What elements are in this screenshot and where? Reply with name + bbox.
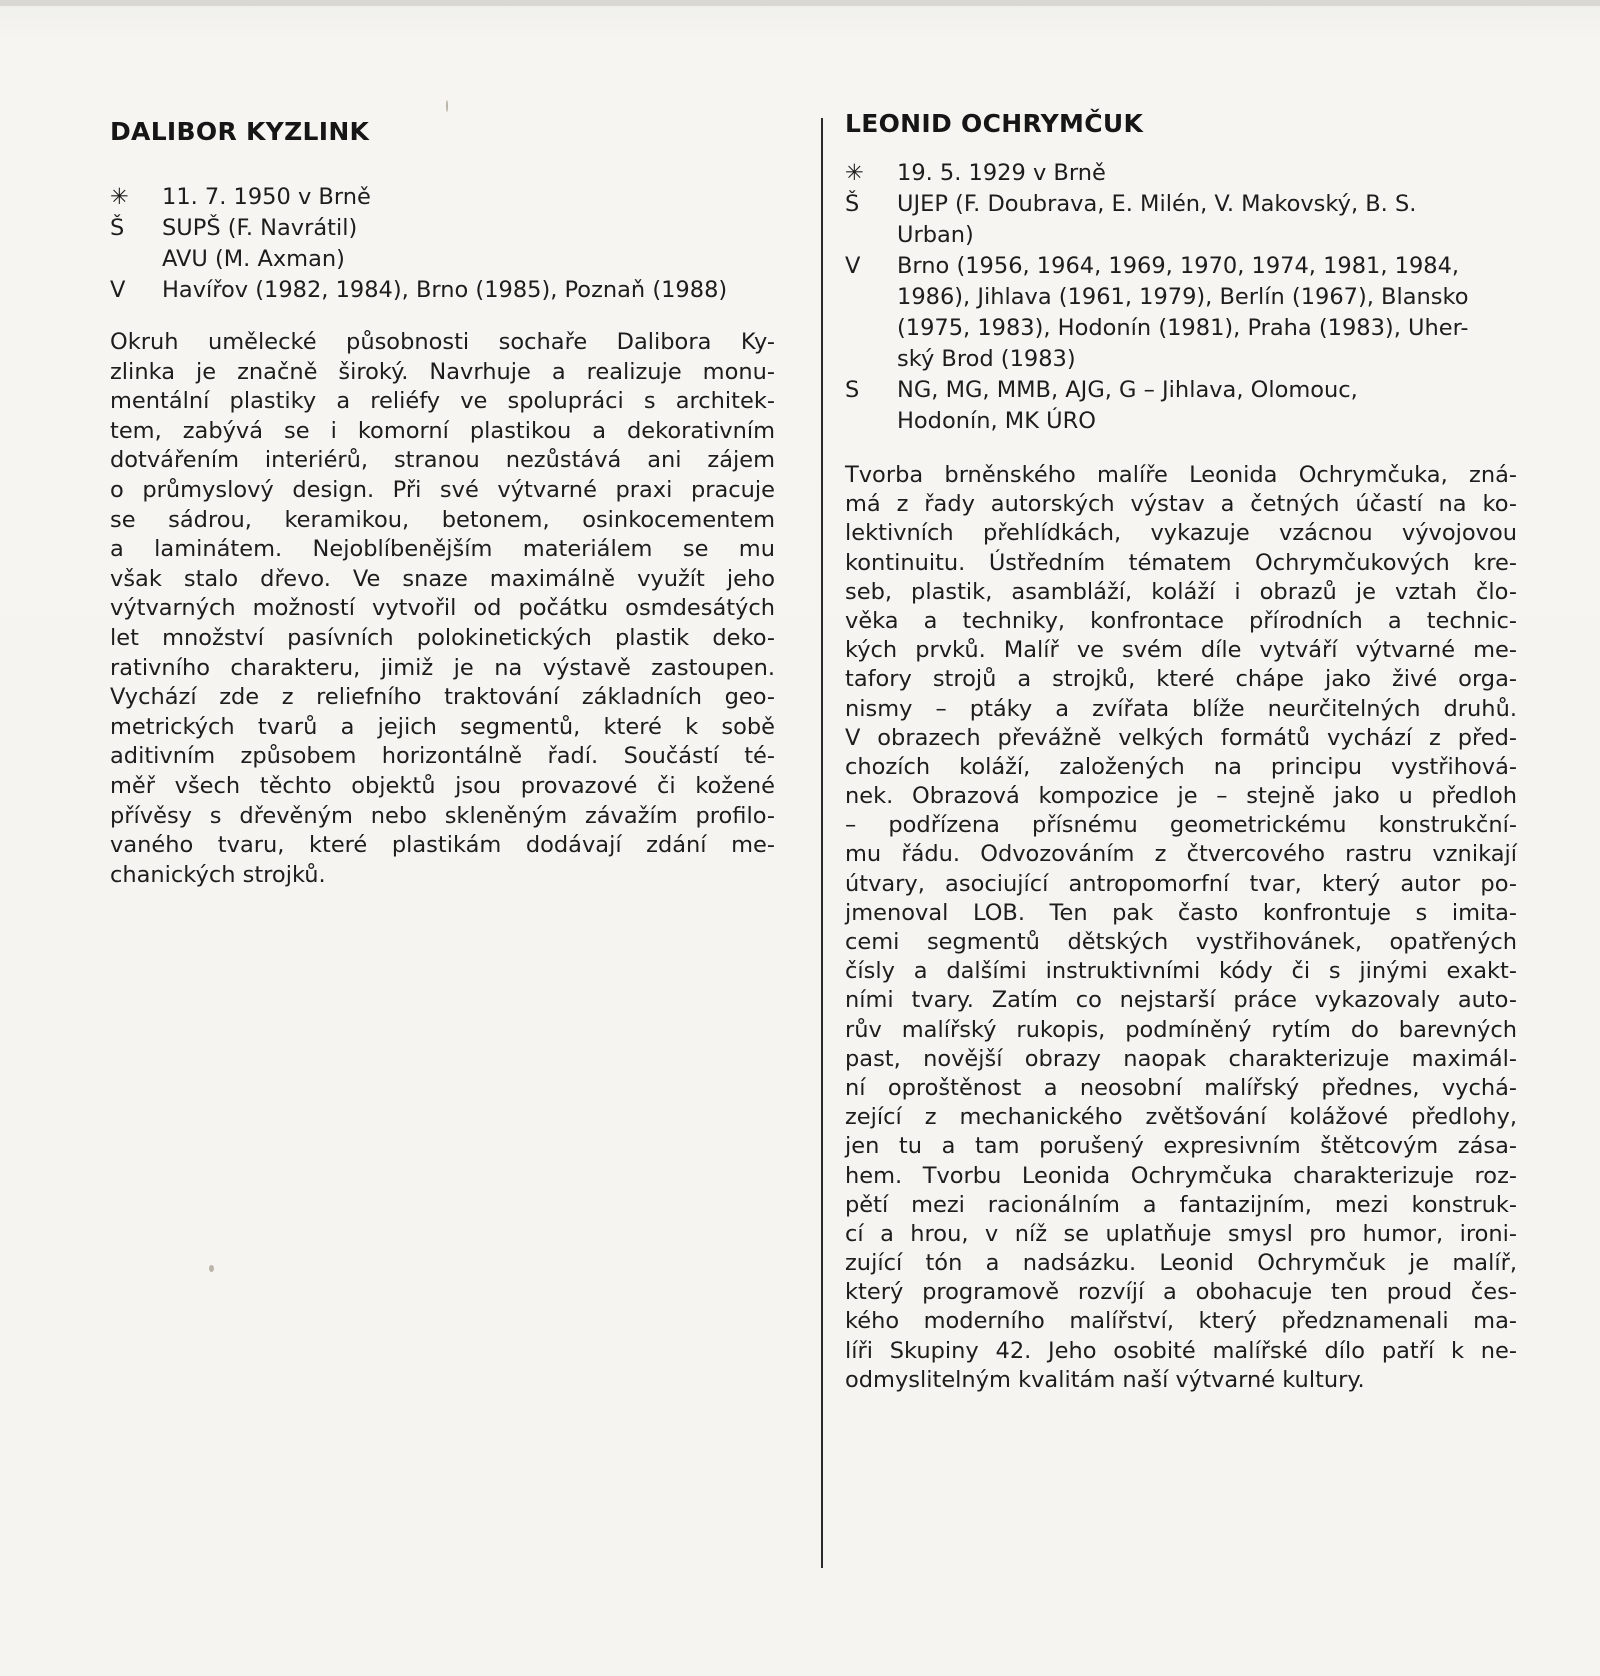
text-line: zející z mechanického zvětšování kolážové předlohy, (845, 1104, 1517, 1131)
text-line: tafory strojů a strojků, které chápe jako živé orga- (845, 666, 1517, 693)
artist-description (845, 461, 1517, 1395)
text-line: vaného tvaru, které plastikám dodávají zdání me- (110, 832, 775, 859)
exhibitions-symbol: V (845, 253, 861, 279)
fact-birth (110, 182, 775, 213)
text-line: který programově rozvíjí a obohacuje ten proud čes- (845, 1279, 1517, 1306)
birth-symbol: ✳ (845, 160, 864, 186)
fact-school (845, 189, 1517, 251)
fact-line: SUPŠ (F. Navrátil) (162, 215, 358, 241)
text-line: hem. Tvorbu Leonida Ochrymčuka charakterizuje roz- (845, 1162, 1517, 1189)
text-line: líři Skupiny 42. Jeho osobité malířské dílo patří k ne- (845, 1337, 1517, 1364)
text-line: má z řady autorských výstav a četných účastí na ko- (845, 491, 1517, 518)
page-top-edge (0, 0, 1600, 6)
text-line: odmyslitelným kvalitám naší výtvarné kultury. (845, 1366, 1365, 1393)
fact-exhibitions (845, 251, 1517, 375)
fact-line: Urban) (897, 222, 974, 248)
text-line: se sádrou, keramikou, betonem, osinkocementem (110, 506, 775, 533)
text-line: přívěsy s dřevěným nebo skleněným závažím profilo- (110, 802, 775, 829)
text-line: výtvarných možností vytvořil od počátku osmdesátých (110, 595, 775, 622)
text-line: lektivních přehlídkách, vykazuje vzácnou vývojovou (845, 520, 1517, 547)
text-line: jen tu a tam porušený expresivním štětcovým zása- (845, 1133, 1517, 1160)
text-line: čísly a dalšími instruktivními kódy či s jinými exakt- (845, 958, 1517, 985)
text-line: tem, zabývá se i komorní plastikou a dekorativním (110, 417, 775, 444)
text-line: V obrazech převážně velkých formátů vychází z před- (845, 724, 1517, 751)
fact-birth (845, 158, 1517, 189)
text-line: pětí mezi racionálním a fantazijním, mezi konstruk- (845, 1191, 1517, 1218)
text-line: ní oproštěnost a neosobní malířský přednes, vychá- (845, 1074, 1517, 1101)
biographical-facts (110, 182, 775, 306)
text-line: a laminátem. Nejoblíbenějším materiálem se mu (110, 536, 775, 563)
text-line: let množství pasívních polokinetických plastik deko- (110, 624, 775, 651)
fact-school (110, 213, 775, 275)
right-entry (845, 100, 1517, 1395)
fact-line: 11. 7. 1950 v Brně (162, 184, 371, 210)
text-line: cemi segmentů dětských vystřihovánek, opatřených (845, 929, 1517, 955)
text-line: chanických strojků. (110, 861, 326, 888)
school-symbol: Š (845, 191, 860, 217)
text-line: aditivním způsobem horizontálně řadí. Součástí té- (110, 743, 775, 770)
biographical-facts (845, 158, 1517, 437)
birth-symbol: ✳ (110, 184, 129, 210)
fact-line: UJEP (F. Doubrava, E. Milén, V. Makovský, B. S. (897, 191, 1417, 217)
text-line: – podřízena přísnému geometrickému konstrukční- (845, 812, 1517, 839)
left-entry (110, 100, 775, 890)
fact-line: 19. 5. 1929 v Brně (897, 160, 1106, 186)
paper-speck (209, 1265, 214, 1272)
text-line: rův malířský rukopis, podmíněný rytím do barevných (845, 1016, 1517, 1043)
artist-name: DALIBOR KYZLINK (110, 117, 370, 146)
text-line: kontinuitu. Ústředním tématem Ochrymčukových kre- (845, 549, 1517, 576)
fact-line: Brno (1956, 1964, 1969, 1970, 1974, 1981, 1984, (897, 253, 1460, 279)
fact-line: AVU (M. Axman) (162, 246, 345, 272)
text-line: Vychází zde z reliefního traktování základních geo- (110, 684, 775, 711)
text-line: kých prvků. Malíř ve svém díle vytváří výtvarné me- (845, 637, 1517, 664)
column-divider (821, 118, 823, 1568)
paper-speck (446, 100, 448, 112)
fact-line: Havířov (1982, 1984), Brno (1985), Poznaň (1988) (162, 277, 728, 303)
exhibitions-symbol: V (110, 277, 126, 303)
artist-name: LEONID OCHRYMČUK (845, 109, 1144, 138)
text-line: chozích koláží, založených na principu vystřihová- (845, 753, 1517, 780)
fact-collections (845, 375, 1517, 437)
text-line: nismy – ptáky a zvířata blíže neurčitelných druhů. (845, 695, 1517, 722)
fact-line: ský Brod (1983) (897, 346, 1076, 372)
fact-line: NG, MG, MMB, AJG, G – Jihlava, Olomouc, (897, 377, 1358, 403)
fact-line: 1986), Jihlava (1961, 1979), Berlín (1967), Blansko (897, 284, 1469, 310)
text-line: o průmyslový design. Při své výtvarné praxi pracuje (110, 476, 775, 503)
text-line: Tvorba brněnského malíře Leonida Ochrymčuka, zná- (845, 462, 1517, 488)
text-line: však stalo dřevo. Ve snaze maximálně využít jeho (110, 565, 775, 592)
text-line: seb, plastik, asambláží, koláží i obrazů je vztah člo- (845, 578, 1517, 605)
text-line: kého moderního malířství, který předznamenali ma- (845, 1308, 1517, 1335)
fact-exhibitions (110, 275, 775, 306)
text-line: metrických tvarů a jejich segmentů, které k sobě (110, 713, 775, 740)
text-line: zlinka je značně široký. Navrhuje a realizuje monu- (110, 358, 775, 385)
text-line: Okruh umělecké působnosti sochaře Dalibora Ky- (110, 329, 775, 355)
text-line: zující tón a nadsázku. Leonid Ochrymčuk je malíř, (845, 1250, 1517, 1277)
text-line: rativního charakteru, jimiž je na výstavě zastoupen. (110, 654, 775, 681)
text-line: jmenoval LOB. Ten pak často konfrontuje s imita- (845, 899, 1517, 926)
text-line: dotvářením interiérů, stranou nezůstává ani zájem (110, 447, 775, 474)
text-line: cí a hrou, v níž se uplatňuje smysl pro humor, ironi- (845, 1220, 1517, 1247)
text-line: mu řádu. Odvozováním z čtvercového rastru vznikají (845, 841, 1517, 868)
text-line: věka a techniky, konfrontace přírodních a technic- (845, 607, 1517, 634)
text-line: past, novější obrazy naopak charakterizuje maximál- (845, 1045, 1517, 1072)
fact-line: Hodonín, MK ÚRO (897, 408, 1096, 434)
text-line: mentální plastiky a reliéfy ve spolupráci s architek- (110, 388, 775, 415)
artist-description (110, 328, 775, 890)
fact-line: (1975, 1983), Hodonín (1981), Praha (1983), Uher- (897, 315, 1469, 341)
school-symbol: Š (110, 215, 125, 241)
collections-symbol: S (845, 377, 860, 403)
text-line: nek. Obrazová kompozice je – stejně jako u předloh (845, 783, 1517, 810)
text-line: ními tvary. Zatím co nejstarší práce vykazovaly auto- (845, 987, 1517, 1014)
text-line: měř všech těchto objektů jsou provazové či kožené (110, 772, 775, 799)
text-line: útvary, asociující antropomorfní tvar, který autor po- (845, 870, 1517, 897)
